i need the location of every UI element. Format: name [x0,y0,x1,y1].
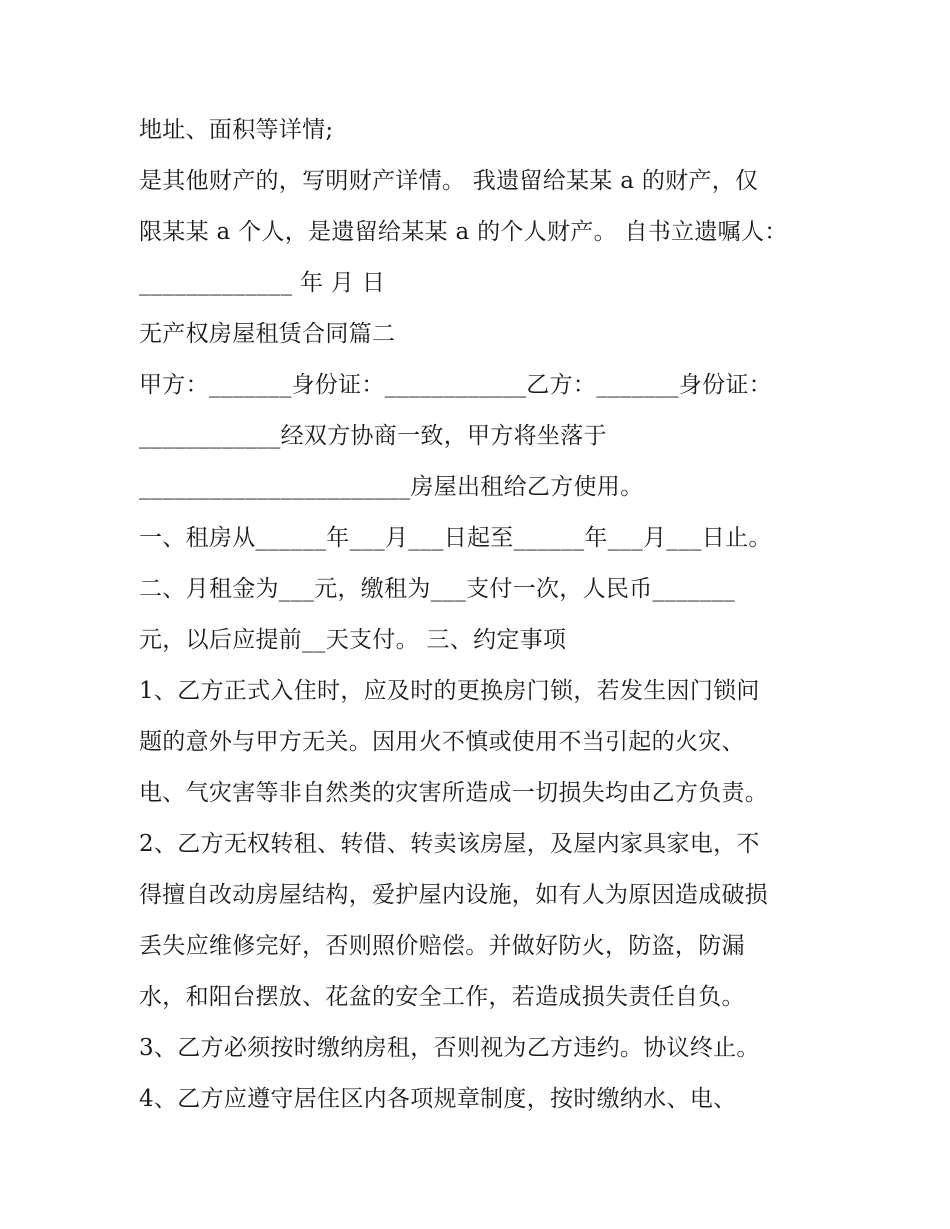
text-line: 地址、面积等详情; [139,117,334,143]
text-line: 元，以后应提前__天支付。 三、约定事项 [139,627,567,653]
section-title: 无产权房屋租赁合同篇二 [139,321,396,347]
text-line: 甲方：_______身份证：____________乙方：_______身份证： [139,372,772,398]
document-body [139,105,829,1125]
text-line: 是其他财产的，写明财产详情。 我遗留给某某 a 的财产，仅 [139,168,759,194]
text-line: 得擅自改动房屋结构，爱护屋内设施，如有人为原因造成破损 [139,882,769,908]
text-line: 电、气灾害等非自然类的灾害所造成一切损失均由乙方负责。 [139,780,769,806]
text-line: 3、乙方必须按时缴纳房租，否则视为乙方违约。协议终止。 [139,1035,760,1061]
signature-date-line: _____________ 年 月 日 [139,270,386,296]
text-line: 题的意外与甲方无关。因用火不慎或使用不当引起的火灾、 [139,729,745,755]
text-line: ____________经双方协商一致，甲方将坐落于 [139,423,607,449]
text-line: 1、乙方正式入住时，应及时的更换房门锁，若发生因门锁问 [139,678,760,704]
text-line: 2、乙方无权转租、转借、转卖该房屋，及屋内家具家电，不 [139,831,760,857]
text-line: 限某某 a 个人，是遗留给某某 a 的个人财产。 自书立遗嘱人： [139,219,788,245]
text-line: 丢失应维修完好，否则照价赔偿。并做好防火，防盗，防漏 [139,933,745,959]
text-line: 二、月租金为___元，缴租为___支付一次，人民币_______ [139,576,736,602]
text-line: 水，和阳台摆放、花盆的安全工作，若造成损失责任自负。 [139,984,745,1010]
text-line: _______________________房屋出租给乙方使用。 [139,474,644,500]
text-line: 4、乙方应遵守居住区内各项规章制度，按时缴纳水、电、 [139,1086,737,1112]
text-line: 一、租房从______年___月___日起至______年___月___日止。 [139,525,772,551]
